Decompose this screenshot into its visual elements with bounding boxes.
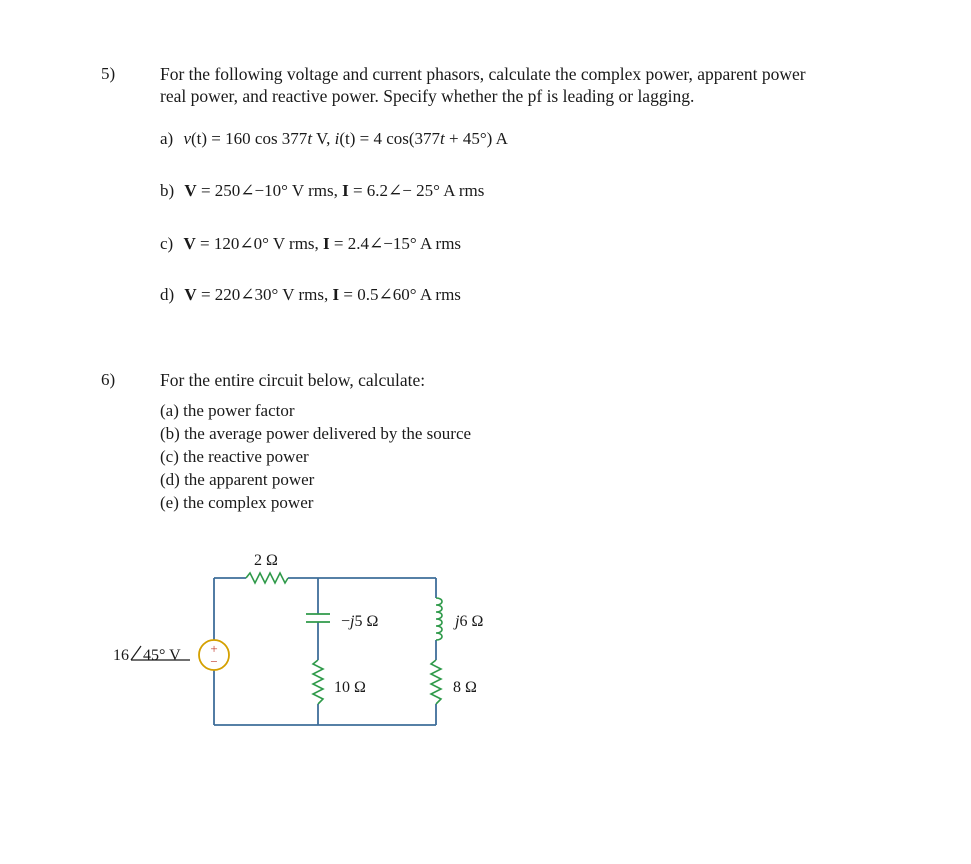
part-c-v-expr: = 120∠0° V rms,	[195, 234, 324, 253]
resistor-2-ohm-symbol	[246, 573, 288, 583]
problem-6-item-c: (c) the reactive power	[160, 447, 309, 466]
part-a-v-args: (t) = 160 cos 377	[191, 129, 308, 148]
inductor-symbol	[436, 598, 442, 640]
problem-6-intro: For the entire circuit below, calculate:	[160, 370, 426, 390]
cap-prefix: −	[341, 613, 351, 630]
label-inductor	[453, 613, 483, 630]
part-c-i-sym: I	[323, 234, 330, 253]
problem-6-number: 6)	[101, 370, 116, 389]
cap-value: 5 Ω	[354, 613, 379, 630]
part-d-i-expr: = 0.5∠60° A rms	[339, 285, 461, 304]
label-source	[113, 647, 181, 664]
resistor-10-ohm-symbol	[313, 660, 323, 704]
part-a-i-fn: i	[334, 129, 340, 148]
problem-6-item-a: (a) the power factor	[160, 401, 295, 420]
part-c-label: c)	[160, 234, 174, 253]
source-angle: 45° V	[143, 647, 181, 664]
part-d-v-expr: = 220∠30° V rms,	[196, 285, 333, 304]
capacitor-symbol	[306, 614, 330, 622]
label-resistor-2-ohm: 2 Ω	[254, 552, 278, 569]
part-a-i-tail: + 45°) A	[444, 129, 508, 148]
cap-j: j	[350, 613, 355, 630]
label-capacitor	[341, 613, 378, 630]
part-a-i-args: (t) = 4 cos(377	[339, 129, 441, 148]
problem-6-item-e: (e) the complex power	[160, 493, 314, 512]
problem-5-intro-line-2: real power, and reactive power. Specify whether the pf is leading or lagging.	[160, 86, 695, 106]
part-c-v-sym: V	[183, 234, 196, 253]
part-b-v-expr: = 250∠−10° V rms,	[196, 181, 343, 200]
part-d-v-sym: V	[184, 285, 197, 304]
source-mag: 16	[113, 647, 129, 664]
part-b-v-sym: V	[184, 181, 197, 200]
part-a-t2: t	[440, 129, 445, 148]
part-b-i-expr: = 6.2∠− 25° A rms	[348, 181, 485, 200]
problem-6-item-d: (d) the apparent power	[160, 470, 315, 489]
ind-value: 6 Ω	[459, 613, 484, 630]
part-a-t1: t	[307, 129, 313, 148]
part-c-i-expr: = 2.4∠−15° A rms	[329, 234, 462, 253]
part-b-i-sym: I	[342, 181, 349, 200]
part-a-label: a)	[160, 129, 174, 148]
part-d-i-sym: I	[332, 285, 340, 304]
source-plus-sign: +	[210, 641, 218, 656]
part-b-label: b)	[160, 181, 175, 200]
label-resistor-8-ohm: 8 Ω	[453, 679, 477, 696]
problem-5-number: 5)	[101, 64, 116, 83]
ind-j: j	[455, 613, 460, 630]
part-a-v-fn: v	[183, 129, 192, 148]
source-minus-sign: −	[210, 654, 218, 669]
label-resistor-10-ohm: 10 Ω	[334, 679, 366, 696]
problem-5-intro-line-1: For the following voltage and current phasors, calculate the complex power, apparent power	[160, 64, 806, 84]
problem-6-item-b: (b) the average power delivered by the source	[160, 424, 472, 443]
resistor-8-ohm-symbol	[431, 660, 441, 704]
part-d-label: d)	[160, 285, 175, 304]
part-a-v-unit: V,	[312, 129, 335, 148]
